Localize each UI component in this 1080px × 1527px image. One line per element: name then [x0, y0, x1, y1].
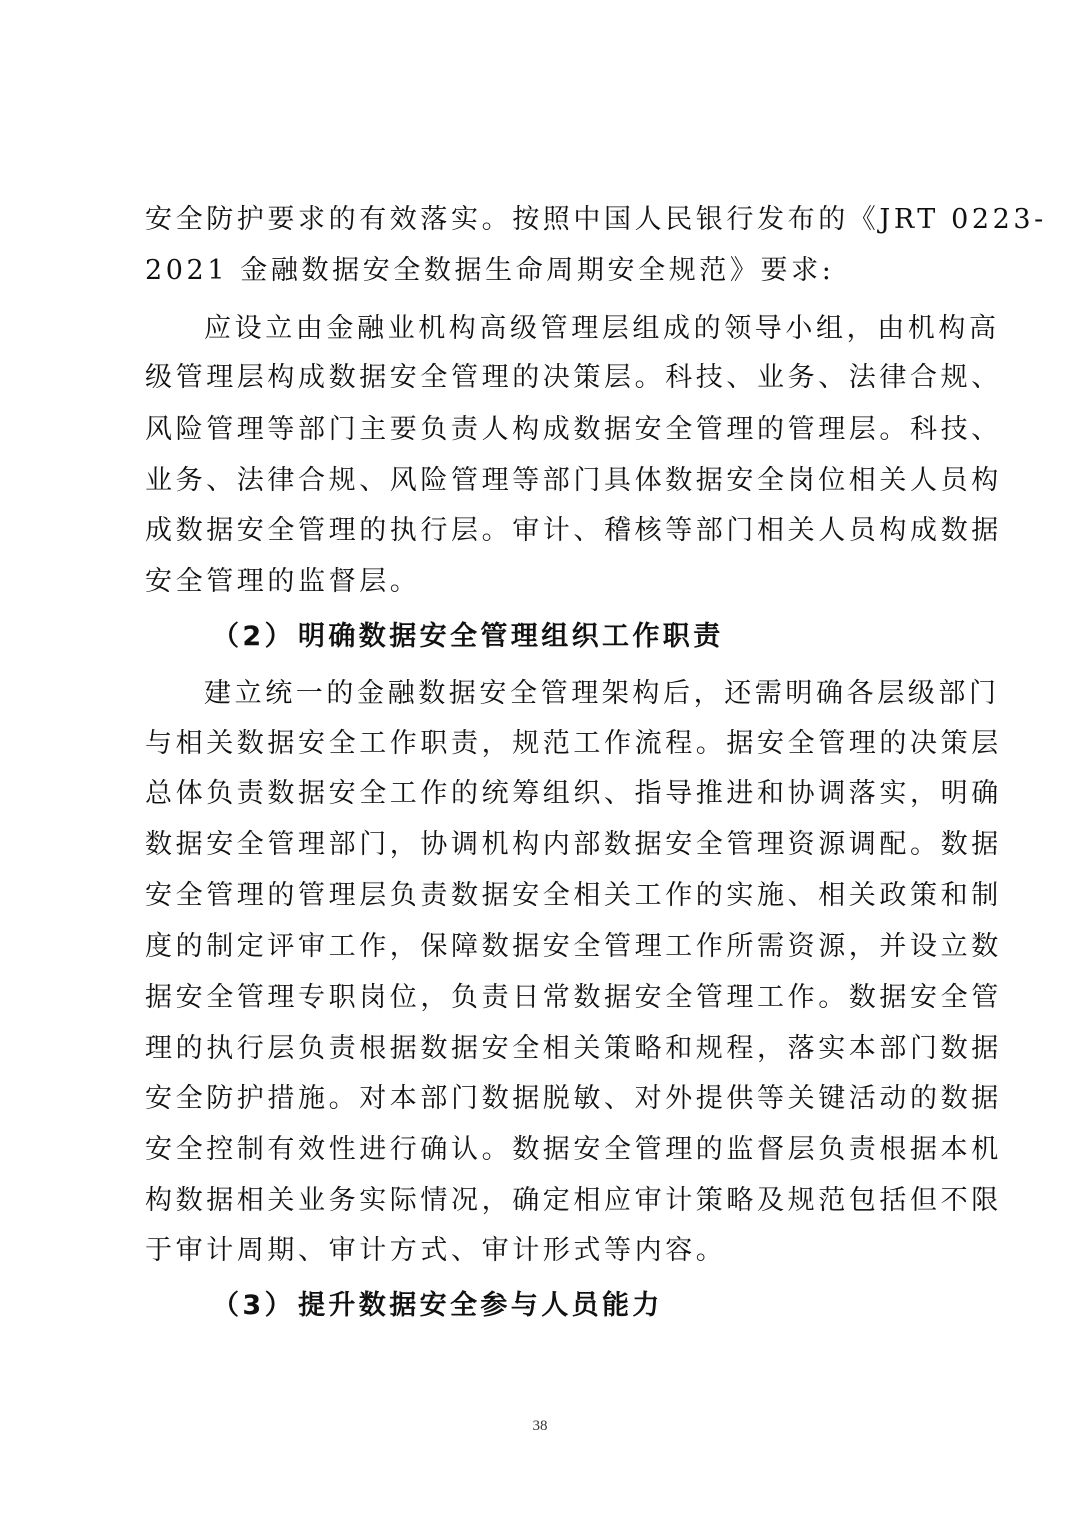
body-text-line: 理的执行层负责根据数据安全相关策略和规程，落实本部门数据	[145, 1033, 1002, 1064]
body-text-line: 于审计周期、审计方式、审计形式等内容。	[145, 1235, 727, 1266]
section-heading-2	[212, 623, 724, 650]
heading-number: （2）	[212, 621, 295, 652]
heading-number: （3）	[212, 1290, 295, 1321]
section-heading-3	[212, 1292, 663, 1319]
body-text-line: 应设立由金融业机构高级管理层组成的领导小组，由机构高	[204, 313, 1000, 344]
body-text-line: 安全管理的管理层负责数据安全相关工作的实施、相关政策和制	[145, 880, 1002, 911]
body-text-line: 建立统一的金融数据安全管理架构后，还需明确各层级部门	[204, 678, 1000, 709]
body-text-line: 级管理层构成数据安全管理的决策层。科技、业务、法律合规、	[145, 362, 1002, 393]
body-text-line: 安全防护措施。对本部门数据脱敏、对外提供等关键活动的数据	[145, 1083, 1002, 1114]
heading-text: 明确数据安全管理组织工作职责	[298, 621, 724, 652]
body-text-line: 总体负责数据安全工作的统筹组织、指导推进和协调落实，明确	[145, 778, 1002, 809]
body-text-line: 安全防护要求的有效落实。按照中国人民银行发布的《JRT 0223-	[145, 204, 1047, 235]
body-text-line: 与相关数据安全工作职责，规范工作流程。据安全管理的决策层	[145, 728, 1002, 759]
body-text-line: 数据安全管理部门，协调机构内部数据安全管理资源调配。数据	[145, 829, 1002, 860]
body-text-line: 2021 金融数据安全数据生命周期安全规范》要求:	[145, 255, 835, 286]
body-text-line: 度的制定评审工作，保障数据安全管理工作所需资源，并设立数	[145, 931, 1002, 962]
body-text-line: 据安全管理专职岗位，负责日常数据安全管理工作。数据安全管	[145, 982, 1002, 1013]
body-text-line: 业务、法律合规、风险管理等部门具体数据安全岗位相关人员构	[145, 465, 1002, 496]
body-text-line: 风险管理等部门主要负责人构成数据安全管理的管理层。科技、	[145, 414, 1002, 445]
body-text-line: 安全管理的监督层。	[145, 566, 421, 597]
body-text-line: 成数据安全管理的执行层。审计、稽核等部门相关人员构成数据	[145, 515, 1002, 546]
body-text-line: 安全控制有效性进行确认。数据安全管理的监督层负责根据本机	[145, 1134, 1002, 1165]
body-text-line: 构数据相关业务实际情况，确定相应审计策略及规范包括但不限	[145, 1185, 1002, 1216]
page-number: 38	[532, 1418, 548, 1434]
heading-text: 提升数据安全参与人员能力	[298, 1290, 663, 1321]
